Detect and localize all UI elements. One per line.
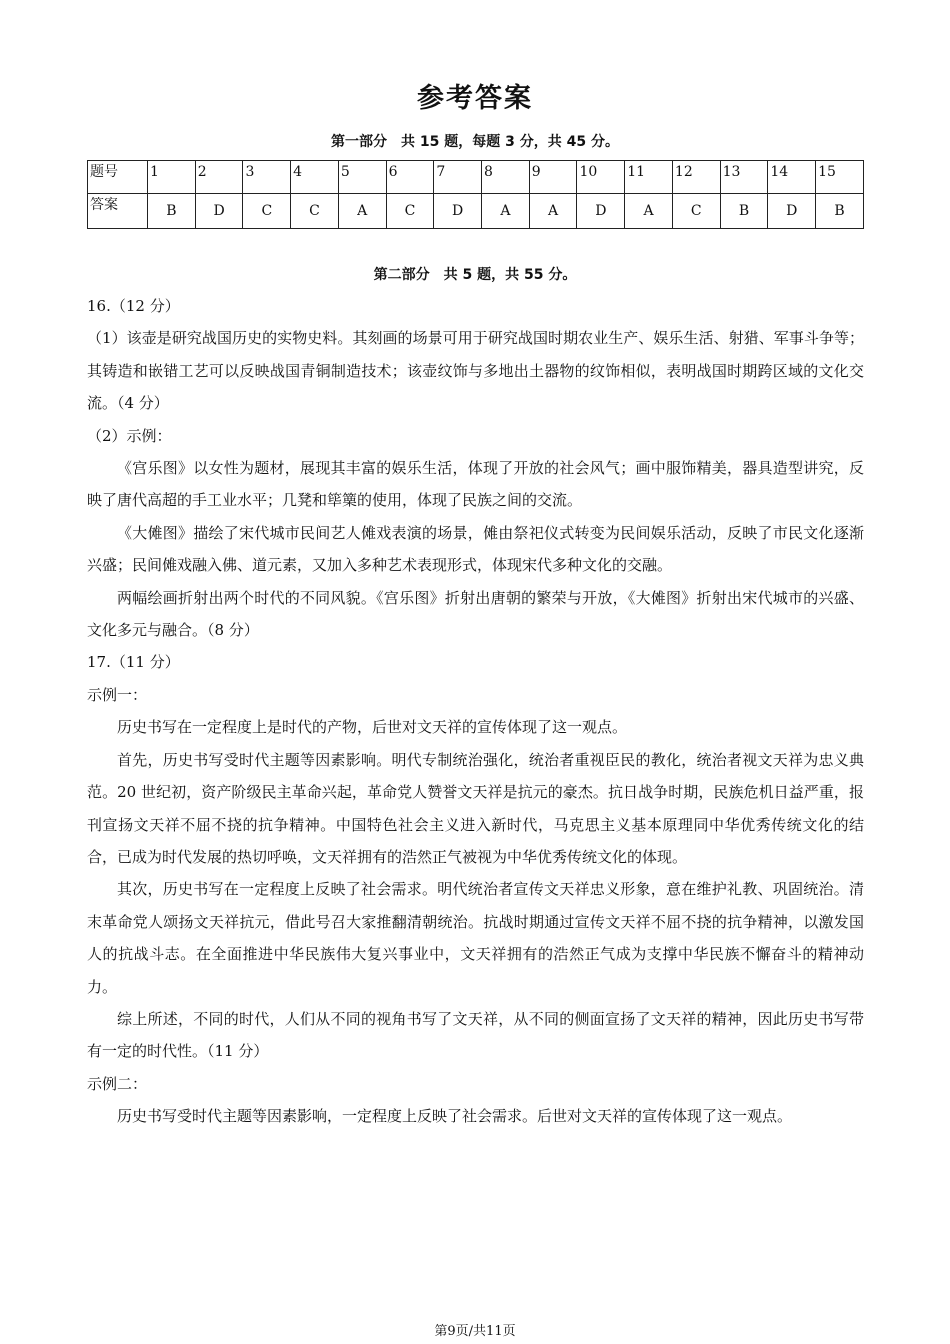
answer-cell: B — [816, 194, 864, 229]
answer-cell: A — [625, 194, 673, 229]
answer-cell: A — [482, 194, 530, 229]
question-number: 2 — [195, 161, 243, 194]
question-number: 13 — [720, 161, 768, 194]
paragraph: 《大傩图》描绘了宋代城市民间艺人傩戏表演的场景，傩由祭祀仪式转变为民间娱乐活动，反映了市民文化逐渐兴盛；民间傩戏融入佛、道元素，又加入多种艺术表现形式，体现宋代多种文化的交融。 — [87, 523, 864, 575]
question-number: 3 — [243, 161, 291, 194]
answer-table — [87, 160, 864, 229]
question-number: 7 — [434, 161, 482, 194]
question-number: 8 — [482, 161, 530, 194]
part1-heading: 第一部分 共 15 题，每题 3 分，共 45 分。 — [331, 134, 619, 150]
page-title: 参考答案 — [417, 83, 533, 114]
question-number: 11 — [625, 161, 673, 194]
answer-cell: D — [768, 194, 816, 229]
answer-cell: C — [243, 194, 291, 229]
row-label-answer: 答案 — [88, 194, 148, 229]
answer-cell: A — [529, 194, 577, 229]
answer-cell: B — [720, 194, 768, 229]
answer-cell: C — [386, 194, 434, 229]
answer-cell: C — [291, 194, 339, 229]
table-row-numbers — [88, 161, 864, 194]
page-footer: 第9页/共11页 — [434, 1324, 516, 1339]
answer-cell: A — [338, 194, 386, 229]
part2-heading: 第二部分 共 5 题，共 55 分。 — [373, 267, 577, 283]
question-number: 6 — [386, 161, 434, 194]
paragraph: 两幅绘画折射出两个时代的不同风貌。《宫乐图》折射出唐朝的繁荣与开放，《大傩图》折射出宋代城市的兴盛、文化多元与融合。（8 分） — [87, 588, 864, 640]
paragraph: 首先，历史书写受时代主题等因素影响。明代专制统治强化，统治者重视臣民的教化，统治者视文天祥为忠义典范。20 世纪初，资产阶级民主革命兴起，革命党人赞誉文天祥是抗元的豪杰。抗日战争时期，民族危机日益严重，报刊宣扬文天祥不屈不挠的抗争精神。中国特色社会主义进入新时代，马克思主义基本原理同中华优秀传统文化的结合，已成为时代发展的热切呼唤，文天祥拥有的浩然正气被视为中华优秀传统文化的体现。 — [87, 750, 864, 866]
question-number: 4 — [291, 161, 339, 194]
paragraph: 历史书写在一定程度上是时代的产物，后世对文天祥的宣传体现了这一观点。 — [117, 718, 628, 737]
paragraph: 历史书写受时代主题等因素影响，一定程度上反映了社会需求。后世对文天祥的宣传体现了这一观点。 — [117, 1107, 793, 1126]
answer-cell: D — [195, 194, 243, 229]
row-label-number: 题号 — [88, 161, 148, 194]
paragraph: （2）示例： — [87, 426, 172, 445]
answer-cell: C — [672, 194, 720, 229]
question-number: 12 — [672, 161, 720, 194]
answer-body — [87, 290, 864, 1133]
question-17-heading: 17.（11 分） — [87, 653, 180, 672]
paragraph: 综上所述，不同的时代，人们从不同的视角书写了文天祥，从不同的侧面宣扬了文天祥的精神，因此历史书写带有一定的时代性。（11 分） — [87, 1009, 864, 1061]
question-number: 9 — [529, 161, 577, 194]
table-row-answers — [88, 194, 864, 229]
question-16-heading: 16.（12 分） — [87, 297, 180, 315]
question-number: 5 — [338, 161, 386, 194]
question-number: 10 — [577, 161, 625, 194]
question-number: 1 — [148, 161, 196, 194]
paragraph: 其次，历史书写在一定程度上反映了社会需求。明代统治者宣传文天祥忠义形象，意在维护礼教、巩固统治。清末革命党人颂扬文天祥抗元，借此号召大家推翻清朝统治。抗战时期通过宣传文天祥不屈不挠的抗争精神，以激发国人的抗战斗志。在全面推进中华民族伟大复兴事业中，文天祥拥有的浩然正气成为支撑中华民族不懈奋斗的精神动力。 — [87, 880, 864, 996]
example-heading: 示例一： — [87, 685, 148, 704]
answer-cell: B — [148, 194, 196, 229]
answer-cell: D — [434, 194, 482, 229]
paragraph: 《宫乐图》以女性为题材，展现其丰富的娱乐生活，体现了开放的社会风气；画中服饰精美，器具造型讲究，反映了唐代高超的手工业水平；几凳和筚篥的使用，体现了民族之间的交流。 — [87, 459, 864, 510]
answer-cell: D — [577, 194, 625, 229]
question-number: 15 — [816, 161, 864, 194]
example-heading: 示例二： — [87, 1074, 148, 1093]
question-number: 14 — [768, 161, 816, 194]
paragraph: （1）该壶是研究战国历史的实物史料。其刻画的场景可用于研究战国时期农业生产、娱乐生活、射猎、军事斗争等；其铸造和嵌错工艺可以反映战国青铜制造技术；该壶纹饰与多地出土器物的纹饰相似，表明战国时期跨区域的文化交流。（4 分） — [87, 329, 864, 413]
